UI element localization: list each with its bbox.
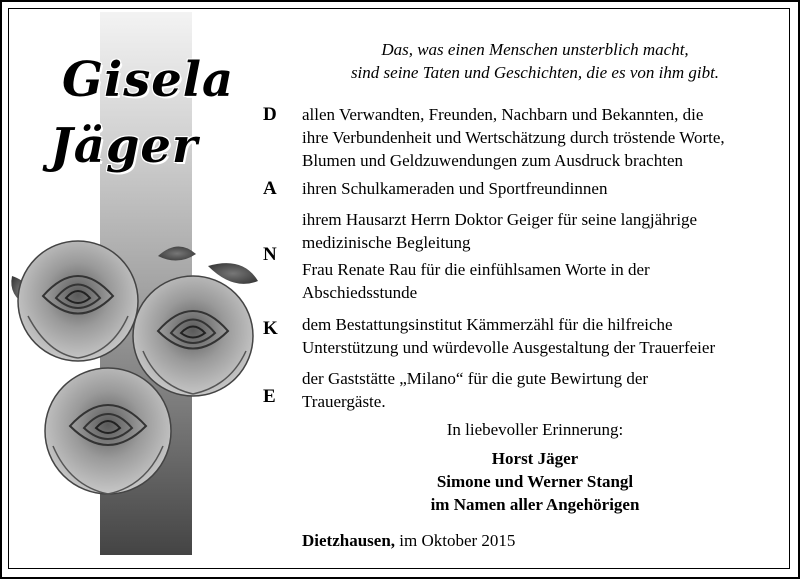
acrostic-letter-e: E: [263, 386, 276, 407]
thanks-funeral-home: [302, 313, 782, 359]
acrostic-letter-k: K: [263, 318, 278, 339]
thanks-line: Frau Renate Rau für die einfühlsamen Worte in der: [302, 260, 650, 279]
date: im Oktober 2015: [399, 531, 516, 550]
place: Dietzhausen,: [302, 531, 396, 550]
thanks-line: Abschiedsstunde: [302, 283, 418, 302]
thanks-restaurant: [302, 367, 782, 413]
closing-line: In liebevoller Erinnerung:: [446, 420, 624, 439]
mourner-2: Simone und Werner Stangl: [436, 472, 634, 491]
motto-line-2: sind seine Taten und Geschichten, die es von ihm gibt.: [350, 63, 720, 82]
thanks-line: der Gaststätte „Milano“ für die gute Bewirtung der: [302, 369, 649, 388]
acrostic-letter-a: A: [263, 178, 277, 199]
rose-1: [18, 241, 138, 361]
thanks-line: ihre Verbundenheit und Wertschätzung durch tröstende Worte,: [302, 128, 725, 147]
rose-2: [133, 276, 253, 396]
last-name: Jäger: [50, 118, 199, 174]
thanks-doctor: [302, 208, 782, 254]
thanks-line: Blumen und Geldzuwendungen zum Ausdruck brachten: [302, 151, 683, 170]
thanks-line: medizinische Begleitung: [302, 233, 471, 252]
mourner-3: im Namen aller Angehörigen: [430, 495, 640, 514]
acrostic-letter-d: D: [263, 104, 277, 125]
motto-line-1: Das, was einen Menschen unsterblich macht,: [381, 40, 689, 59]
thanks-line: ihrem Hausarzt Herrn Doktor Geiger für seine langjährige: [302, 210, 698, 229]
thanks-line: allen Verwandten, Freunden, Nachbarn und Bekannten, die: [302, 105, 704, 124]
acrostic-letter-n: N: [263, 244, 277, 265]
thanks-line: dem Bestattungsinstitut Kämmerzähl für die hilfreiche: [302, 315, 673, 334]
roses-image: [8, 236, 268, 506]
thanks-line: Unterstützung und würdevolle Ausgestaltung der Trauerfeier: [302, 338, 716, 357]
rose-3: [45, 368, 171, 494]
mourner-1: Horst Jäger: [491, 449, 579, 468]
thanks-line: ihren Schulkameraden und Sportfreundinnen: [302, 179, 608, 198]
thanks-line: Trauergäste.: [302, 392, 386, 411]
place-date: [302, 531, 515, 551]
thanks-classmates: [302, 177, 782, 200]
thanks-relatives: [302, 103, 782, 172]
thanks-speaker: [302, 258, 782, 304]
first-name: Gisela: [62, 52, 235, 108]
